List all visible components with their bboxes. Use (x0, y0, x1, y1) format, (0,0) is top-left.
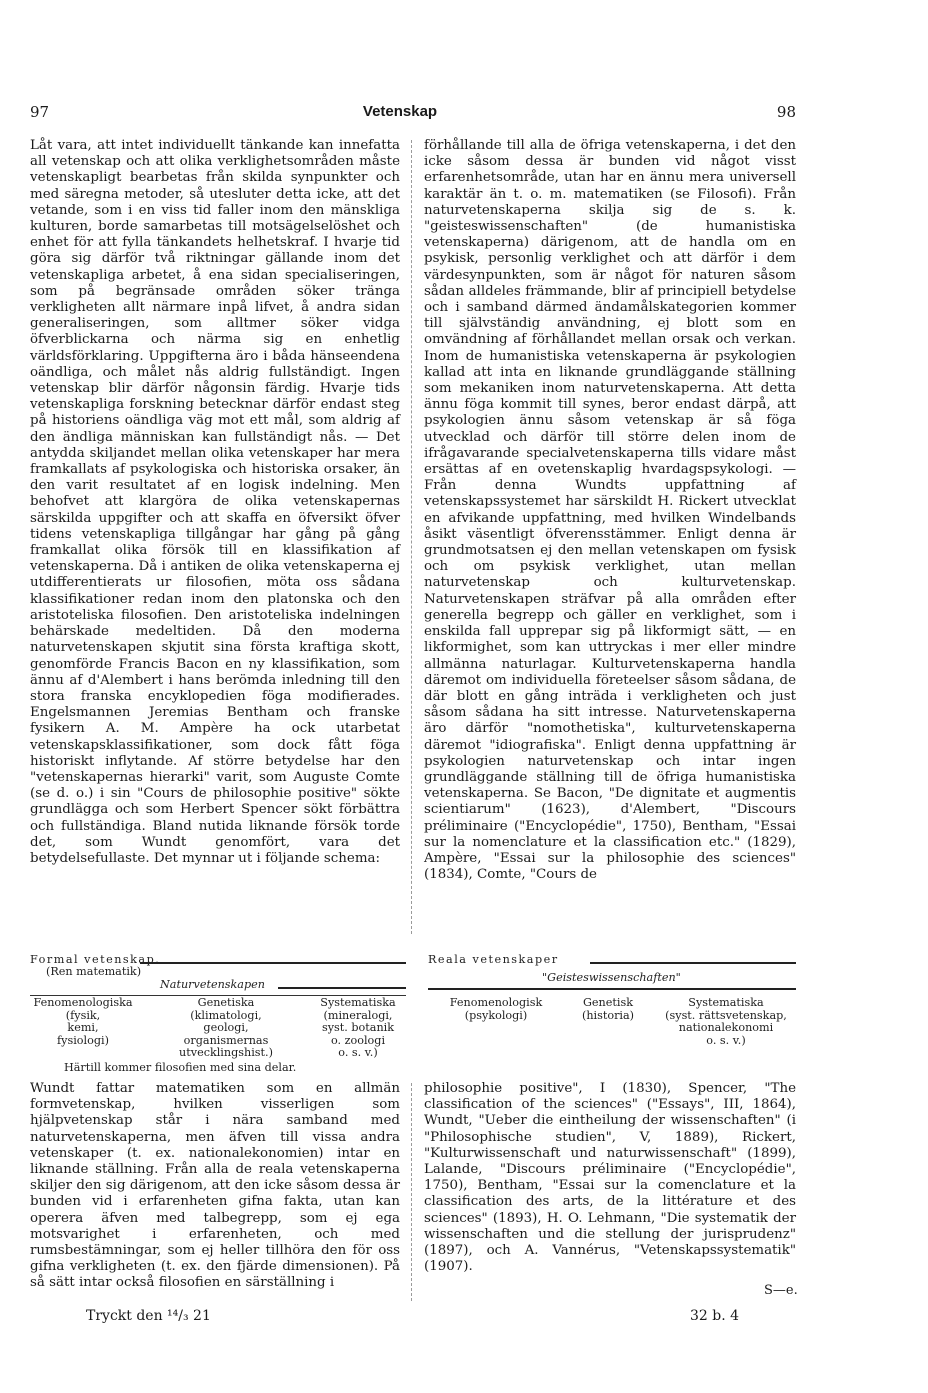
schema-rule (590, 962, 796, 964)
page-number-right: 98 (776, 103, 796, 121)
column-divider (411, 140, 412, 934)
running-head: Vetenskap (362, 103, 438, 120)
sheet-mark: 32 b. 4 (690, 1308, 740, 1324)
schema-rule (428, 988, 796, 990)
formal-heading: Formal vetenskap. (30, 953, 161, 966)
schema-rule (278, 987, 406, 989)
schema-rule (140, 962, 406, 964)
schema-footnote: Härtill kommer filosofien med sina delar. (64, 1061, 297, 1074)
geistes-col-genetisk: Genetisk (historia) (581, 996, 635, 1022)
left-column-text: Låt vara, att intet individuellt tänkande kan innefatta all vetenskap och att olika verklighetsområden måste vetenskapligt bearbetas från skilda synpunkter och med säregna metoder, så utesluter detta icke, att det vetande, som i en viss tid faller inom den mänskliga kulturen, borde samarbetas till motsägelselöshet och enhet för att fylla tänkandets helhetskraf. I hvarje tid göra sig därför två riktningar gällande inom det vetenskapliga arbetet, å ena sidan specialiseringen, som på begränsade områden söker tränga verkligheten allt närmare inpå lifvet, å andra sidan generaliseringen, som alltmer söker vidga öfverblickarna och närma sig en enhetlig världsförklaring. Uppgifterna äro i båda hänseendena oändliga, och målet nås aldrig fullständigt. Ingen vetenskap blir därför någonsin färdig. Hvarje tids vetenskapliga forskning betecknar därför endast steg på historiens oändliga väg mot ett mål, som aldrig af den ändliga människan kan fullständigt nås. — Det antydda skiljandet mellan olika vetenskaper har mera framkallats af psykologiska och historiska orsaker, än den varit resultatet af en logisk indelning. Men behofvet att klargöra de olika vetenskapernas särskilda uppgifter och att skaffa en öfversikt öfver tidens vetenskapliga tillgångar har gång på gång framkallat olika försök till en klassifikation af vetenskaperna. Då i antiken de olika vetenskaperna ej utdifferentierats ur filosofien, möta oss sådana klassifikationer redan inom den platonska och den aristoteliska filosofien. Den aristoteliska indelningen behärskade medeltiden. Då den moderna naturvetenskapen skjutit sina första kraftiga skott, genomförde Francis Bacon en ny klassifikation, som ännu af d'Alembert i hans berömda inledning till den stora franska encyklopedien föga modifierades. Engelsmannen Jeremias Bentham och franske fysikern A. M. Ampère ha ock utarbetat vetenskapsklassifikationer, som dock fått föga historiskt inflytande. Af större betydelse har den "vetenskapernas hierarki" varit, som Auguste Comte (se d. o.) i sin "Cours de philosophie positive" sökte grundlägga och som Herbert Spencer sökt förbättra och fullständiga. Bland nutida liknande försök torde det, som Wundt genomfört, vara det betydelsefullaste. Det mynnar ut i följande schema: (30, 138, 400, 866)
geistes-col-fenomenologisk: Fenomenologisk (psykologi) (449, 996, 543, 1022)
printed-date: Tryckt den ¹⁴/₃ 21 (86, 1308, 211, 1324)
reala-heading: Reala vetenskaper (428, 953, 559, 966)
geistes-col-systematiska: Systematiska (syst. rättsvetenskap, nationalekonomi o. s. v.) (665, 996, 787, 1047)
left-column-text-bottom: Wundt fattar matematiken som en allmän formvetenskap, hvilken visserligen som hjälpvetenskap står i nära samband med naturvetenskaperna, men äfven till vissa andra vetenskaper (t. ex. nationalekonomien) intar en liknande ställning. Från alla de reala vetenskaperna skiljer den sig därigenom, att den icke såsom dessa är bunden vid i erfarenheten gifna fakta, utan kan operera äfven med talbegrepp, som ej ega motsvarighet i erfarenheten, och med rumsbestämningar, som ej heller tillhöra den för oss gifna verkligheten (t. ex. den fjärde dimensionen). På så sätt intar också filosofien en särställning i (30, 1081, 400, 1291)
author-signature: S—e. (764, 1283, 798, 1298)
formal-subheading: (Ren matematik) (46, 965, 142, 978)
natur-col-genetiska: Genetiska (klimatologi, geologi, organismernas utvecklingshist.) (179, 996, 273, 1059)
natur-col-systematiska: Systematiska (mineralogi, syst. botanik o. zoologi o. s. v.) (320, 996, 396, 1059)
natur-col-fenomenologiska: Fenomenologiska (fysik, kemi, fysiologi) (33, 996, 133, 1047)
geistes-heading: "Geisteswissenschaften" (542, 971, 681, 984)
column-divider (411, 1083, 412, 1301)
right-column-text-bottom: philosophie positive", I (1830), Spencer, "The classification of the sciences" ("Essays", III, 1864), Wundt, "Ueber die eintheilung der wissenschaften" (i "Philosophische studien", V, 1889), Rickert, "Kulturwissenschaft und naturwissenschaft" (1899), Lalande, "Discours préliminaire ("Encyclopédie", 1750), Bentham, "Essai sur la comenclature et la classification des arts, de la littérature et des sciences" (1893), H. O. Lehmann, "Die systematik der wissenschaften und die stellung der jurisprudenz" (1897), och A. Vannérus, "Vetenskapssystematik" (1907). (424, 1081, 796, 1275)
right-column-text: förhållande till alla de öfriga vetenskaperna, i det den icke såsom dessa är bunden vid något visst erfarenhetsområde, utan har en ännu mera universell karaktär än t. o. m. matematiken (se Filosofi). Från naturvetenskaperna skilja sig de s. k. "geisteswissenschaften" (de humanistiska vetenskaperna) därigenom, att de handla om en psykisk, personlig verklighet och att därför i dem värdesynpunkten, som är något för naturen såsom sådan alldeles främmande, blir af principiell betydelse och i samband därmed ändamålskategorien kommer till självständig användning, ej blott som en omvändning af förhållandet mellan orsak och verkan. Inom de humanistiska vetenskaperna är psykologien kallad att inta en liknande grundläggande ställning som mekaniken inom naturvetenskaperna. Att detta ännu föga kommit till synes, beror endast därpå, att psykologien ännu såsom vetenskap är så föga utvecklad och därför till större delen inom de ifrågavarande specialvetenskaperna tills vidare måst ersättas af en ovetenskaplig hvardagspsykologi. — Från denna Wundts uppfattning af vetenskapssystemet har särskildt H. Rickert utvecklat en afvikande uppfattning, med hvilken Windelbands åsikt väsentligt öfverensstämmer. Enligt denna är grundmotsatsen ej den mellan vetenskapen om fysisk och om psykisk verklighet, utan mellan naturvetenskap och kulturvetenskap. Naturvetenskapen sträfvar på alla områden efter generella begrepp och gäller en verklighet, som i enskilda fall upprepar sig på likformigt sätt, — en likformighet, som kan uttryckas i mer eller mindre allmänna naturlagar. Kulturvetenskaperna handla däremot om individuella företeelser såsom sådana, de där blott en gång inträda i verkligheten och just såsom sådana ha sitt intresse. Naturvetenskaperna äro därför "nomothetiska", kulturvetenskaperna däremot "idiografiska". Enligt denna uppfattning är psykologien naturvetenskap och intar ingen grundläggande ställning till de öfriga humanistiska vetenskaperna. Se Bacon, "De dignitate et augmentis scientiarum" (1623), d'Alembert, "Discours préliminaire ("Encyclopédie", 1750), Bentham, "Essai sur la nomenclature et la classification etc." (1829), Ampère, "Essai sur la philosophie des sciences" (1834), Comte, "Cours de (424, 138, 796, 883)
natur-heading: Naturvetenskapen (160, 978, 265, 991)
page-number-left: 97 (30, 103, 50, 121)
